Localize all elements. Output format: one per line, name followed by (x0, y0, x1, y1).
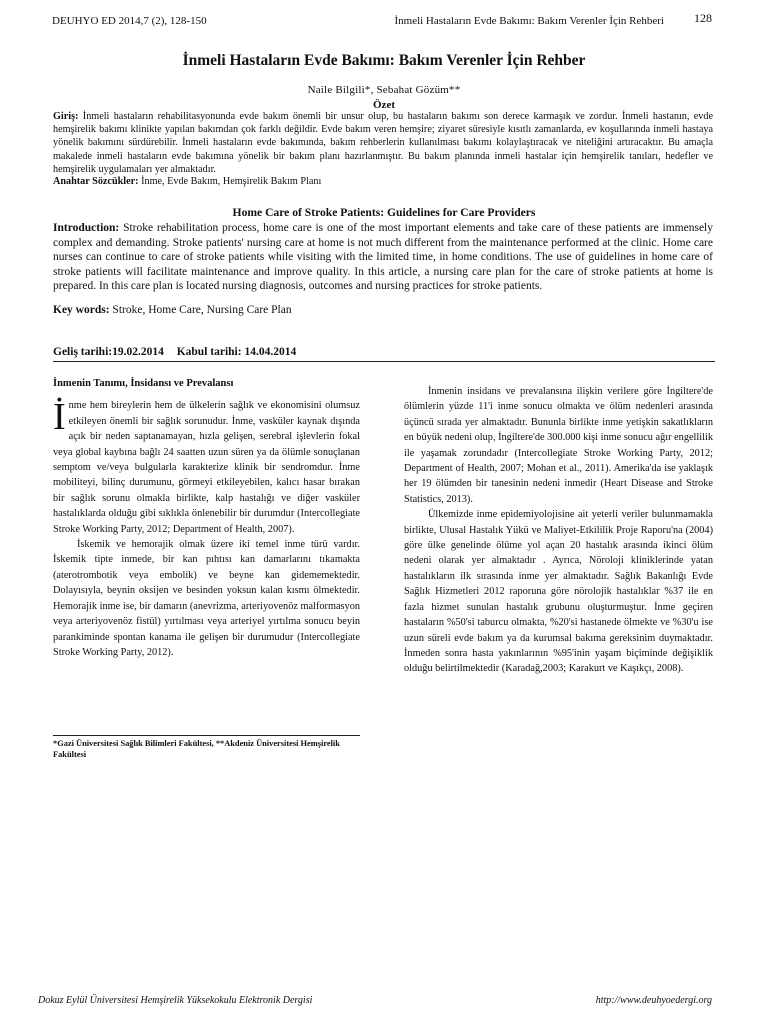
running-title: İnmeli Hastaların Evde Bakımı: Bakım Verenler İçin Rehberi (394, 15, 664, 27)
authors: Naile Bilgili*, Sebahat Gözüm** (307, 84, 461, 96)
keywords-en-text: Stroke, Home Care, Nursing Care Plan (112, 304, 292, 316)
keywords-tr-text: İnme, Evde Bakım, Hemşirelik Bakım Planı (141, 176, 322, 187)
keywords-tr (53, 176, 713, 187)
page-number: 128 (694, 11, 712, 25)
journal-url[interactable]: http://www.deuhyoedergi.org (595, 995, 712, 1006)
abstract-en (53, 221, 713, 294)
abstract-en-label: Introduction: (53, 222, 120, 234)
article-title: İnmeli Hastaların Evde Bakımı: Bakım Verenler İçin Rehber (182, 52, 586, 69)
right-column (404, 384, 713, 677)
keywords-en (53, 304, 713, 316)
journal-name: Dokuz Eylül Üniversitesi Hemşirelik Yüksekokulu Elektronik Dergisi (38, 995, 313, 1006)
abstract-tr-label: Giriş: (53, 111, 79, 122)
article-dates (53, 346, 296, 358)
right-paragraph-1: İnmenin insidans ve prevalansına ilişkin verilere göre İngiltere'de ölümlerin yüzde 11'i inme sonucu olmakta ve ölüm nedenleri arasında üçüncü sırada yer almaktadır. Bununla birlikte inme yetişkin sakatlıkların en büyük nedeni olup, İngiltere'de 300.000 kişi inme sonucu ağır engellilik ile yaşamak zorundadır (Intercollegiate Stroke Working Party, 2012; Department of Health, 2007; Mohan et al., 2011). Amerika'da ise yaklaşık her 19 ölümden bir tanesinin nedeni inmedir (Heart Disease and Stroke Statistics, 2013). (404, 386, 713, 505)
page-header (52, 11, 712, 28)
left-paragraph-1-text: nme hem bireylerin hem de ülkelerin sağlık ve ekonomisini olumsuz etkileyen önemli bir sağlık sorunudur. İnme, vasküler kaynak dışında açık bir neden saptanamayan, hızla gelişen, serebral işlevlerin fokal veya global kaybına bağlı 24 saatten uzun süren ya da ölümle sonuçlanan semptom ve/veya bulgularla karakterize klinik bir sendromdur. İnme mobiliteyi, bilinç durumunu, görmeyi etkileyebilen, kalıcı hasar bırakan bir sağlık sorunu olmakla birlikte, kalp hastalığı ve diğer vasküler hastalıklarda olduğu gibi sıklıkla önlenebilir bir durumdur (Intercollegiate Stroke Working Party, 2012; Department of Health, 2007). (53, 400, 360, 535)
left-paragraph-1 (53, 398, 360, 537)
abstract-en-text: Stroke rehabilitation process, home care is one of the most important elements and take care of these patients are immensely complex and demanding. Stroke patients' nursing care at home is not much different from the maintenance performed at the clinic. Home care nurses can continue to care of stroke patients while visiting with the limited time, in home conditions. The use of guidelines in home care of stroke patients will facilitate maintenance and improve quality. In this article, a nursing care plan for the care of stroke patients at home is prepared. In this care plan is located nursing diagnosis, outcomes and nursing practices for stroke patients. (53, 222, 713, 293)
journal-citation: DEUHYO ED 2014,7 (2), 128-150 (52, 15, 207, 27)
abstract-tr-heading: Özet (373, 99, 395, 111)
received-date: Geliş tarihi:19.02.2014 (53, 346, 164, 358)
page-footer (38, 995, 712, 1006)
abstract-tr (53, 110, 713, 176)
left-column (53, 376, 360, 660)
left-paragraph-2: İskemik ve hemorajik olmak üzere iki temel inme türü vardır. İskemik tipte inmede, bir kan pıhtısı kan damarlarını tıkamakta (aterotrombotik veya embolik) ve beyne kan gidememektedir. Dolayısıyla, beynin oksijen ve besinden yoksun kalan kısmı ölmektedir. Hemorajik inme ise, bir damarın (anevrizma, arteriyovenöz malformasyon veya arteriyovenöz fistül) yırtılması veya arteriyel yırtılma sonucu beyin parankiminde spontan kanama ile gelişen bir durumudur (Intercollegiate Stroke Working Party, 2012). (53, 539, 360, 658)
section-heading: İnmenin Tanımı, İnsidansı ve Prevalansı (53, 378, 234, 389)
english-title: Home Care of Stroke Patients: Guidelines for Care Providers (232, 206, 536, 219)
accepted-date: Kabul tarihi: 14.04.2014 (176, 346, 297, 358)
abstract-tr-text: İnmeli hastaların rehabilitasyonunda evde bakım önemli bir unsur olup, bu hastaların bakımı son derece karmaşık ve zordur. İnmeli hastanın, evde hemşirelik bakımı klinikte yapılan bakımdan çok farklı değildir. Evde bakım veren hemşire; ziyaret süresiyle kısıtlı zamanlarda, ev koşullarında inmeli hastaya yönelik bakımını sürdürebilir. İnmeli hastaların evde bakımında, bakım rehberlerin kullanılması bakımı kolaylaştıracak ve niteliğini artıracaktır. Bu amaçla makalede inmeli hastaların evde bakımına yönelik bir bakım planı hazırlanmıştır. Bu bakım planında inmeli hastalar için hemşirelik tanıları, hedefler ve hemşirelik uygulamaları yer almaktadır. (53, 111, 713, 175)
section-divider (53, 361, 715, 362)
author-affiliations: *Gazi Üniversitesi Sağlık Bilimleri Fakültesi, **Akdeniz Üniversitesi Hemşirelik Fakültesi (53, 739, 340, 759)
keywords-tr-label: Anahtar Sözcükler: (53, 176, 139, 187)
keywords-en-label: Key words: (53, 304, 110, 316)
drop-cap: İ (53, 396, 66, 439)
right-paragraph-2: Ülkemizde inme epidemiyolojisine ait yeterli veriler bulunmamakla birlikte, Ulusal Hastalık Yükü ve Maliyet-Etkililik Proje Raporu'na (2004) göre ülke genelinde ölüme yol açan 20 hastalık arasında ikinci ölüm nedeni olarak yer almaktadır . Ayrıca, Nöroloji kliniklerinde yatan hastalıkların ilk sırasında inme yer almaktadır. Sağlık Bakanlığı Evde Sağlık Hizmetleri 2012 raporuna göre nörolojik hastalıklar %37 ile en fazla hizmet sunulan hastalık grubunu oluşturmuştur. İnme geçiren hastaların %50'si taburcu olmakta, %20'si hastanede ölmekte ve %30'u ise uzun süreli evde bakım ya da kurumsal bakıma gereksinim duymaktadır. İnmeden sonra hasta yakınlarının %95'inin yaşam biçiminde değişiklik olduğu belirtilmektedir (Karadağ,2003; Karakurt ve Kaşıkçı, 2008). (404, 509, 713, 675)
footnote-divider (53, 735, 360, 736)
